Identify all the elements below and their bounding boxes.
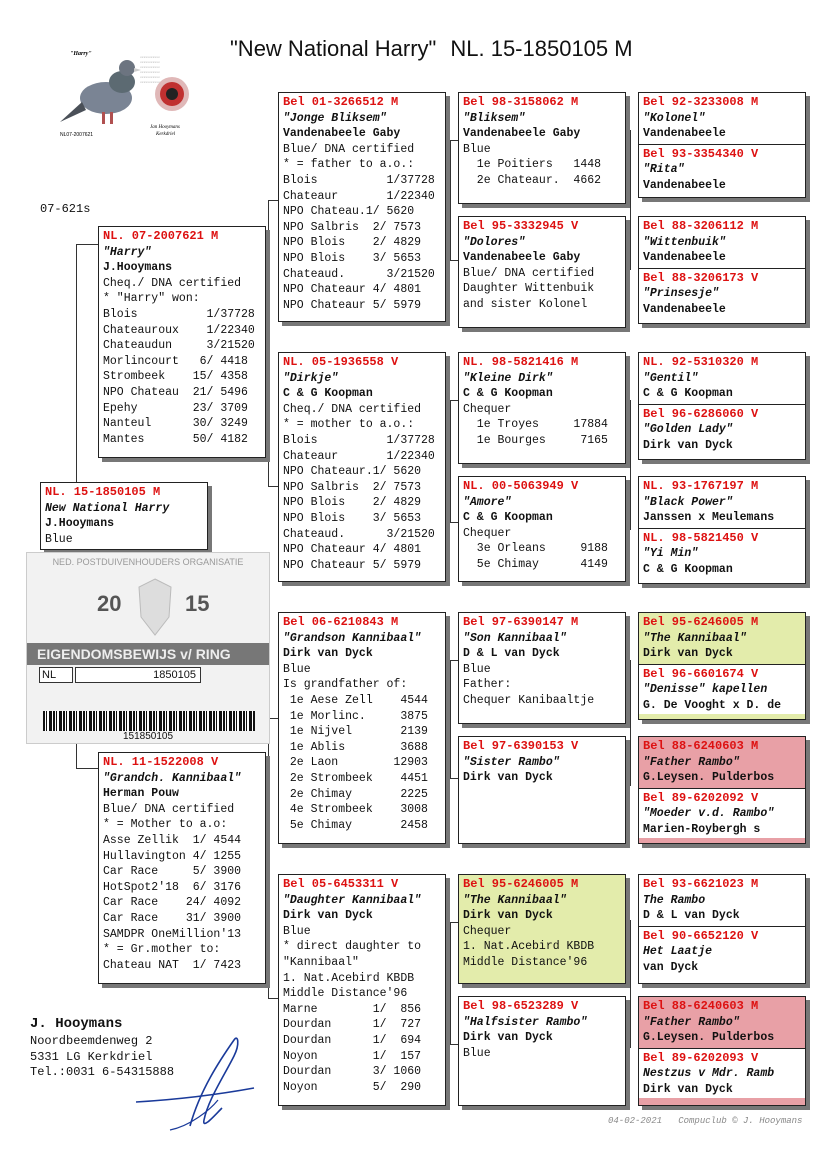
result-line: Blois 1/37728 xyxy=(283,173,435,187)
ring-number: NL. 00-5063949 V xyxy=(463,479,579,493)
gen4-pair-card xyxy=(638,874,806,984)
pigeon-owner: Janssen x Meulemans xyxy=(643,511,775,525)
note-code: 07-621s xyxy=(40,202,91,216)
info-line: Blue/ DNA certified xyxy=(283,142,415,156)
card-year-left: 20 xyxy=(97,591,122,616)
pigeon-name: New National Harry xyxy=(45,501,170,515)
ring-number: Bel 89-6202093 V xyxy=(643,1050,759,1065)
connector-line xyxy=(268,718,269,998)
svg-text:xxxxxxxxxxx: xxxxxxxxxxx xyxy=(140,71,160,74)
pigeon-owner: Dirk van Dyck xyxy=(643,1082,733,1096)
pigeon-name: "Prinsesje" xyxy=(643,287,719,301)
gen4-pair-card xyxy=(638,736,806,844)
pigeon-name: "Daughter Kannibaal" xyxy=(283,893,422,907)
connector-line xyxy=(450,922,451,1044)
result-line: NPO Blois 3/ 5653 xyxy=(283,251,422,265)
pigeon-owner: Dirk van Dyck xyxy=(643,438,733,452)
pigeon-owner: van Dyck xyxy=(643,960,699,974)
connector-line xyxy=(630,660,631,786)
result-line: Epehy 23/ 3709 xyxy=(103,401,248,415)
photo-town: Kerkdriel xyxy=(156,132,176,137)
ring-number: Bel 97-6390153 V xyxy=(463,739,579,753)
result-line: NPO Salbris 2/ 7573 xyxy=(283,220,422,234)
connector-line xyxy=(76,244,77,486)
pigeon-name: "Son Kannibaal" xyxy=(463,631,567,645)
gen3-card xyxy=(458,352,626,464)
pigeon-owner: Vandenabeele xyxy=(643,302,726,316)
result-line: Mantes 50/ 4182 xyxy=(103,432,248,446)
result-line: Chateaur 1/22340 xyxy=(283,189,435,203)
ring-number: NL. 93-1767197 M xyxy=(643,479,759,493)
pigeon-name: "Kleine Dirk" xyxy=(463,371,553,385)
connector-line xyxy=(450,140,451,260)
result-line: Strombeek 15/ 4358 xyxy=(103,370,248,384)
gen4-pair-card xyxy=(638,216,806,324)
pigeon-owner: C & G Koopman xyxy=(643,562,733,576)
result-line: Dourdan 1/ 727 xyxy=(283,1018,422,1032)
ring-ownership-card xyxy=(26,552,270,744)
ring-number: Bel 95-3332945 V xyxy=(463,219,579,233)
ring-number: Bel 93-6621023 M xyxy=(643,877,759,891)
ring-number: Bel 90-6652120 V xyxy=(643,928,759,943)
info-line: Is grandfather of: xyxy=(283,678,408,692)
result-line: Blois 1/37728 xyxy=(283,433,435,447)
gen4-pair-card xyxy=(638,476,806,584)
result-line: Car Race 5/ 3900 xyxy=(103,865,242,879)
pigeon-name: "Golden Lady" xyxy=(643,423,733,437)
result-line: NPO Chateaur 4/ 4801 xyxy=(283,283,422,297)
result-line: Marne 1/ 856 xyxy=(283,1002,422,1016)
pigeon-owner: D & L van Dyck xyxy=(463,647,560,661)
gen4-pair-card xyxy=(638,996,806,1106)
connector-line xyxy=(268,486,278,487)
result-line: Dourdan 3/ 1060 xyxy=(283,1065,422,1079)
pigeon-name: "The Kannibaal" xyxy=(463,893,567,907)
dam-sire-card xyxy=(278,612,446,844)
sire-dam-card xyxy=(278,352,446,582)
info-line: Father: xyxy=(463,678,512,692)
title-name: "New National Harry" xyxy=(230,36,437,61)
connector-line xyxy=(450,778,458,779)
svg-text:xxxxxxxxxxx: xxxxxxxxxxx xyxy=(140,61,160,64)
pigeon-owner: C & G Koopman xyxy=(283,387,373,401)
result-line: NPO Salbris 2/ 7573 xyxy=(283,480,422,494)
info-line: Middle Distance'96 xyxy=(463,955,588,969)
svg-text:xxxxxxxxxxx: xxxxxxxxxxx xyxy=(140,76,160,79)
result-line: NPO Blois 2/ 4829 xyxy=(283,236,422,250)
pigeon-name: "Grandch. Kannibaal" xyxy=(103,771,242,785)
ring-number: Bel 98-3158062 M xyxy=(463,95,579,109)
barcode xyxy=(43,711,255,731)
signature xyxy=(130,1030,260,1140)
pigeon-owner: D & L van Dyck xyxy=(643,909,740,923)
ring-number: Bel 88-6240603 M xyxy=(643,999,759,1013)
pigeon-name: "Denisse" kapellen xyxy=(643,683,768,697)
result-line: NPO Chateaur.1/ 5620 xyxy=(283,465,422,479)
result-line: NPO Chateaur 5/ 5979 xyxy=(283,558,422,572)
pigeon-color: Blue xyxy=(45,532,73,546)
gen3-card-highlight xyxy=(458,874,626,984)
pigeon-name: "Father Rambo" xyxy=(643,1015,740,1029)
pigeon-owner: Dirk van Dyck xyxy=(463,909,553,923)
result-line: NPO Blois 3/ 5653 xyxy=(283,511,422,525)
photo-label: "Harry" xyxy=(70,51,92,57)
photo-owner: Jan Hooymans xyxy=(150,125,180,130)
ring-number: Bel 95-6246005 M xyxy=(643,615,759,629)
pigeon-name: "Moeder v.d. Rambo" xyxy=(643,807,775,821)
info-line: * = mother to a.o.: xyxy=(283,418,415,432)
connector-line xyxy=(450,922,458,923)
footer: 04-02-2021 Compuclub © J. Hooymans xyxy=(608,1116,803,1126)
pigeon-owner: Dirk van Dyck xyxy=(643,647,733,661)
info-line: "Kannibaal" xyxy=(283,955,359,969)
ring-number: NL. 92-5310320 M xyxy=(643,355,759,369)
result-line: NPO Chateau 21/ 5496 xyxy=(103,385,248,399)
info-line: Chequer xyxy=(463,924,512,938)
pigeon-owner: C & G Koopman xyxy=(463,511,553,525)
result-line: Noyon 1/ 157 xyxy=(283,1049,422,1063)
info-line: Blue/ DNA certified xyxy=(463,266,595,280)
pigeon-owner: Dirk van Dyck xyxy=(283,909,373,923)
svg-text:xxxxxxxxxxx: xxxxxxxxxxx xyxy=(140,81,160,84)
ring-number: Bel 88-6240603 M xyxy=(643,739,759,753)
connector-line xyxy=(450,1044,458,1045)
pigeon-name: "Gentil" xyxy=(643,371,699,385)
info-line: Chequer Kanibaaltje xyxy=(463,693,595,707)
sire-sire-card xyxy=(278,92,446,322)
pigeon-name: "Amore" xyxy=(463,495,512,509)
result-line: NPO Chateau.1/ 5620 xyxy=(283,205,415,219)
result-line: Blois 1/37728 xyxy=(103,307,255,321)
card-header: NED. POSTDUIVENHOUDERS ORGANISATIE xyxy=(52,557,244,567)
card-country: NL xyxy=(39,667,73,683)
ring-number: Bel 95-6246005 M xyxy=(463,877,579,891)
result-line: 5e Chimay 4149 xyxy=(463,557,608,571)
result-line: 1e Ablis 3688 xyxy=(283,740,428,754)
breeder-name: J. Hooymans xyxy=(30,1016,123,1032)
pigeon-name: "Harry" xyxy=(103,245,152,259)
result-line: 1e Poitiers 1448 xyxy=(463,158,602,172)
pigeon-name: The Rambo xyxy=(643,893,706,907)
info-line: 1. Nat.Acebird KBDB xyxy=(463,940,595,954)
ring-number: Bel 05-6453311 V xyxy=(283,877,399,891)
result-line: 1e Troyes 17884 xyxy=(463,418,608,432)
barcode-number: 151850105 xyxy=(122,731,174,742)
ring-number: Bel 93-3354340 V xyxy=(643,146,759,161)
result-line: Chateau NAT 1/ 7423 xyxy=(103,958,242,972)
info-line: Blue xyxy=(463,142,491,156)
result-line: 2e Chateaur. 4662 xyxy=(463,173,602,187)
result-line: Chateauroux 1/22340 xyxy=(103,323,255,337)
info-line: Blue/ DNA certified xyxy=(103,802,235,816)
ring-number: Bel 96-6286060 V xyxy=(643,406,759,421)
pigeon-owner: Marien-Roybergh s xyxy=(643,822,761,836)
title-ring: NL. 15-1850105 M xyxy=(450,36,633,61)
info-line: Middle Distance'96 xyxy=(283,987,408,1001)
ring-number: Bel 97-6390147 M xyxy=(463,615,579,629)
info-line: Blue xyxy=(283,924,311,938)
pigeon-owner: Vandenabeele xyxy=(643,251,726,265)
connector-line xyxy=(450,140,458,141)
connector-line xyxy=(268,998,278,999)
connector-line xyxy=(268,200,278,201)
ring-number: NL. 98-5821416 M xyxy=(463,355,579,369)
ring-number: Bel 89-6202092 V xyxy=(643,790,759,805)
pigeon-owner: Herman Pouw xyxy=(103,787,179,801)
result-line: Chateaur 1/22340 xyxy=(283,449,435,463)
info-line: * direct daughter to xyxy=(283,940,422,954)
info-line: Blue xyxy=(463,662,491,676)
pigeon-owner: Vandenabeele Gaby xyxy=(283,127,401,141)
pigeon-name: "Rita" xyxy=(643,163,685,177)
connector-line xyxy=(450,660,451,778)
connector-line xyxy=(630,130,631,270)
card-number: 1850105 xyxy=(75,667,201,683)
breeder-city: 5331 LG Kerkdriel xyxy=(30,1049,153,1064)
info-line: Blue xyxy=(283,662,311,676)
gen4-pair-card xyxy=(638,92,806,198)
result-line: Chateaudun 3/21520 xyxy=(103,339,255,353)
connector-line xyxy=(630,400,631,530)
breeder-phone: Tel.:0031 6-54315888 xyxy=(30,1065,175,1079)
pigeon-name: "The Kannibaal" xyxy=(643,631,747,645)
pigeon-name: "Sister Rambo" xyxy=(463,755,560,769)
pigeon-name: "Dirkje" xyxy=(283,371,339,385)
result-line: Car Race 24/ 4092 xyxy=(103,896,242,910)
result-line: HotSpot2'18 6/ 3176 xyxy=(103,880,242,894)
gen3-card xyxy=(458,736,626,844)
pigeon-owner: Vandenabeele Gaby xyxy=(463,127,581,141)
subject-card xyxy=(40,482,208,550)
gen3-card xyxy=(458,216,626,328)
result-line: 2e Chimay 2225 xyxy=(283,787,428,801)
pigeon-name: "Yi Min" xyxy=(643,547,699,561)
result-line: 3e Orleans 9188 xyxy=(463,542,608,556)
result-line: Chateaud. 3/21520 xyxy=(283,527,435,541)
ring-number: Bel 96-6601674 V xyxy=(643,666,759,681)
ring-number: Bel 88-3206112 M xyxy=(643,219,759,233)
info-line: and sister Kolonel xyxy=(463,297,588,311)
pigeon-name: "Jonge Bliksem" xyxy=(283,111,387,125)
connector-line xyxy=(76,744,77,768)
info-line: * = Mother to a.o: xyxy=(103,818,228,832)
ring-number: Bel 06-6210843 M xyxy=(283,615,399,629)
connector-line xyxy=(450,260,458,261)
svg-text:xxxxxxxxxxx: xxxxxxxxxxx xyxy=(140,66,160,69)
pigeon-name: "Halfsister Rambo" xyxy=(463,1015,588,1029)
pigeon-owner: J.Hooymans xyxy=(45,517,115,531)
pigeon-name: "Dolores" xyxy=(463,235,526,249)
result-line: SAMDPR OneMillion'13 xyxy=(103,927,242,941)
result-line: Chateaud. 3/21520 xyxy=(283,267,435,281)
result-line: NPO Chateaur 5/ 5979 xyxy=(283,298,422,312)
ring-number: NL. 11-1522008 V xyxy=(103,755,219,769)
result-line: 1e Aese Zell 4544 xyxy=(283,693,428,707)
gen3-card xyxy=(458,996,626,1106)
gen3-card xyxy=(458,476,626,582)
pigeon-owner: G.Leysen. Pulderbos xyxy=(643,1031,775,1045)
connector-line xyxy=(76,768,98,769)
result-line: 5e Chimay 2458 xyxy=(283,818,428,832)
result-line: 1e Morlinc. 3875 xyxy=(283,709,428,723)
card-year-right: 15 xyxy=(185,591,210,616)
result-line: 4e Strombeek 3008 xyxy=(283,803,428,817)
connector-line xyxy=(630,920,631,1048)
dam-dam-card xyxy=(278,874,446,1106)
pigeon-owner: C & G Koopman xyxy=(463,387,553,401)
result-line: 1e Bourges 7165 xyxy=(463,433,608,447)
result-line: 2e Laon 12903 xyxy=(283,756,428,770)
connector-line xyxy=(268,200,269,486)
info-line: 1. Nat.Acebird KBDB xyxy=(283,971,415,985)
pigeon-name: "Kolonel" xyxy=(643,111,706,125)
ring-number: Bel 98-6523289 V xyxy=(463,999,579,1013)
gen3-card xyxy=(458,612,626,724)
connector-line xyxy=(450,522,458,523)
ring-number: NL. 07-2007621 M xyxy=(103,229,219,243)
pigeon-owner: Dirk van Dyck xyxy=(283,647,373,661)
lion-emblem-icon xyxy=(135,577,175,637)
info-line: Chequer xyxy=(463,526,512,540)
connector-line xyxy=(450,400,458,401)
page-title xyxy=(230,36,633,62)
result-line: Dourdan 1/ 694 xyxy=(283,1033,422,1047)
info-line: Daughter Wittenbuik xyxy=(463,282,595,296)
pigeon-owner: G.Leysen. Pulderbos xyxy=(643,771,775,785)
info-line: * = Gr.mother to: xyxy=(103,943,221,957)
result-line: NPO Blois 2/ 4829 xyxy=(283,496,422,510)
pigeon-name: Nestzus v Mdr. Ramb xyxy=(643,1067,775,1081)
info-line: Blue xyxy=(463,1046,491,1060)
connector-line xyxy=(76,244,98,245)
info-line: Cheq./ DNA certified xyxy=(103,276,242,290)
result-line: Nanteul 30/ 3249 xyxy=(103,417,248,431)
result-line: Morlincourt 6/ 4418 xyxy=(103,354,248,368)
result-line: 2e Strombeek 4451 xyxy=(283,771,428,785)
pigeon-owner: Vandenabeele Gaby xyxy=(463,251,581,265)
ring-number: NL. 05-1936558 V xyxy=(283,355,399,369)
pigeon-owner: G. De Vooght x D. de xyxy=(643,698,782,712)
info-line: Chequer xyxy=(463,402,512,416)
card-band: EIGENDOMSBEWIJS v/ RING xyxy=(27,643,269,665)
info-line: Cheq./ DNA certified xyxy=(283,402,422,416)
result-line: 1e Nijvel 2139 xyxy=(283,725,428,739)
ring-number: NL. 15-1850105 M xyxy=(45,485,161,499)
ring-number: Bel 92-3233008 M xyxy=(643,95,759,109)
gen4-pair-card xyxy=(638,352,806,460)
dam-card xyxy=(98,752,266,984)
pigeon-name: "Father Rambo" xyxy=(643,755,740,769)
info-line: * = father to a.o.: xyxy=(283,158,415,172)
gen4-pair-card xyxy=(638,612,806,720)
ring-number: NL. 98-5821450 V xyxy=(643,530,759,545)
pigeon-owner: Dirk van Dyck xyxy=(463,1031,553,1045)
svg-text:xxxxxxxxxxx: xxxxxxxxxxx xyxy=(140,56,160,59)
result-line: NPO Chateaur 4/ 4801 xyxy=(283,543,422,557)
pigeon-name: "Bliksem" xyxy=(463,111,526,125)
connector-line xyxy=(450,660,458,661)
connector-line xyxy=(450,400,451,522)
pigeon-owner: J.Hooymans xyxy=(103,261,173,275)
result-line: Hullavington 4/ 1255 xyxy=(103,849,242,863)
gen3-card xyxy=(458,92,626,204)
photo-ring: NL07-2007621 xyxy=(60,132,94,138)
breeder-street: Noordbeemdenweg 2 xyxy=(30,1034,153,1048)
ring-number: Bel 88-3206173 V xyxy=(643,270,759,285)
pigeon-name: "Grandson Kannibaal" xyxy=(283,631,422,645)
result-line: Asse Zellik 1/ 4544 xyxy=(103,833,242,847)
pigeon-owner: Vandenabeele xyxy=(643,178,726,192)
info-line: * "Harry" won: xyxy=(103,292,200,306)
result-line: Noyon 5/ 290 xyxy=(283,1080,422,1094)
pigeon-name: Het Laatje xyxy=(643,945,713,959)
pigeon-name: "Wittenbuik" xyxy=(643,235,726,249)
ring-number: Bel 01-3266512 M xyxy=(283,95,399,109)
pigeon-owner: C & G Koopman xyxy=(643,387,733,401)
pigeon-owner: Dirk van Dyck xyxy=(463,771,553,785)
pigeon-name: "Black Power" xyxy=(643,495,733,509)
result-line: Car Race 31/ 3900 xyxy=(103,911,242,925)
sire-card xyxy=(98,226,266,458)
pigeon-owner: Vandenabeele xyxy=(643,127,726,141)
pigeon-photo xyxy=(52,46,200,142)
